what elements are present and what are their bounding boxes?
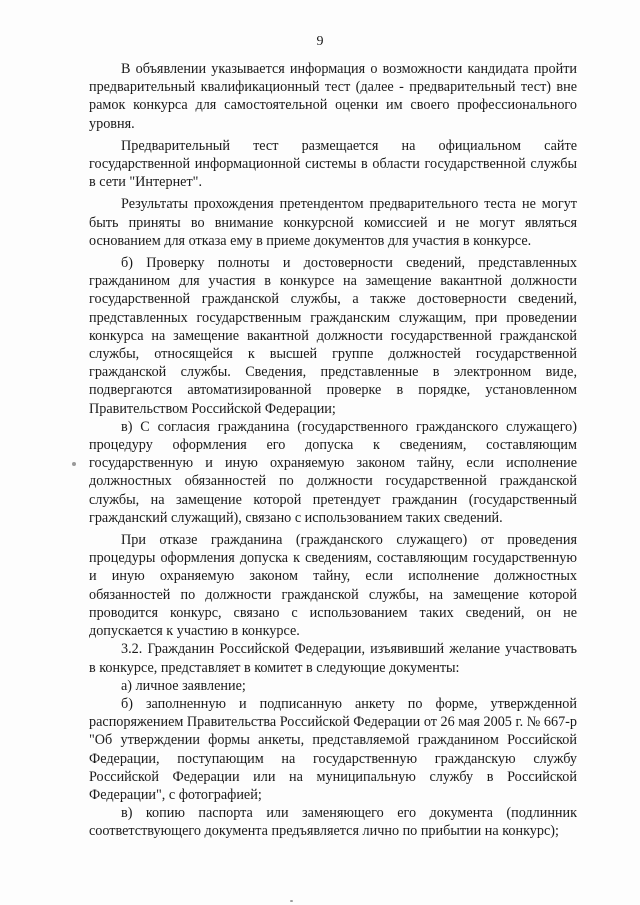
page-number: 9 <box>316 34 324 49</box>
paragraph-item-v-clearance: в) С согласия гражданина (государственного гражданского служащего) процедуру оформления его допуска к сведениям, составляющим государственную и иную охраняемую законом тайну, если исполнение должностных обязанностей по должности государственной гражданской службы, на замещение которой претендует гражданин (государственный гражданский служащий), связано с использованием таких сведений. <box>89 418 577 526</box>
paragraph-item-v-passport: в) копию паспорта или заменяющего его документа (подлинник соответствующего документа предъявляется лично по прибытии на конкурс); <box>89 805 577 840</box>
scan-speck <box>290 900 293 902</box>
paragraph-refusal: При отказе гражданина (гражданского служащего) от проведения процедуры оформления допуска к сведениям, составляющим государственную и иную охраняемую законом тайну, если исполнение должностных обязанностей по должности гражданской службы, на замещение которой проводится конкурс, связано с использованием таких сведений, он не допускается к участию в конкурсе. <box>89 532 577 640</box>
document-body <box>89 60 577 841</box>
paragraph-item-a-application: а) личное заявление; <box>121 677 246 694</box>
paragraph-item-b-verification: б) Проверку полноты и достоверности сведений, представленных гражданином для участия в конкурсе на замещение вакантной должности государственной гражданской службы, а также достоверности сведений, представленных государственным гражданским служащим, при проведении конкурса на замещение вакантной должности государственной гражданской службы, относящейся к высшей группе должностей государственной гражданской службы. Сведения, представленные в электронном виде, подвергаются автоматизированной проверке в порядке, установленном Правительством Российской Федерации; <box>89 255 577 417</box>
paragraph-test-results: Результаты прохождения претендентом предварительного теста не могут быть приняты во внимание конкурсной комиссией и не могут являться основанием для отказа ему в приеме документов для участия в конкурсе. <box>89 196 577 249</box>
paragraph-section-3-2: 3.2. Гражданин Российской Федерации, изъявивший желание участвовать в конкурсе, представляет в комитет в следующие документы: <box>89 641 577 676</box>
paragraph-announcement-info: В объявлении указывается информация о возможности кандидата пройти предварительный квалификационный тест (далее - предварительный тест) вне рамок конкурса для самостоятельной оценки им своего профессионального уровня. <box>89 61 577 132</box>
scan-speck <box>72 462 76 466</box>
paragraph-item-b-questionnaire: б) заполненную и подписанную анкету по форме, утвержденной распоряжением Правительства Российской Федерации от 26 мая 2005 г. № 667-р "Об утверждении формы анкеты, представляемой гражданином Российской Федерации, поступающим на государственную гражданскую службу Российской Федерации или на муниципальную службу в Российской Федерации", с фотографией; <box>89 695 577 803</box>
paragraph-preliminary-test-site: Предварительный тест размещается на официальном сайте государственной информационной системы в области государственной службы в сети "Интернет". <box>89 137 577 191</box>
